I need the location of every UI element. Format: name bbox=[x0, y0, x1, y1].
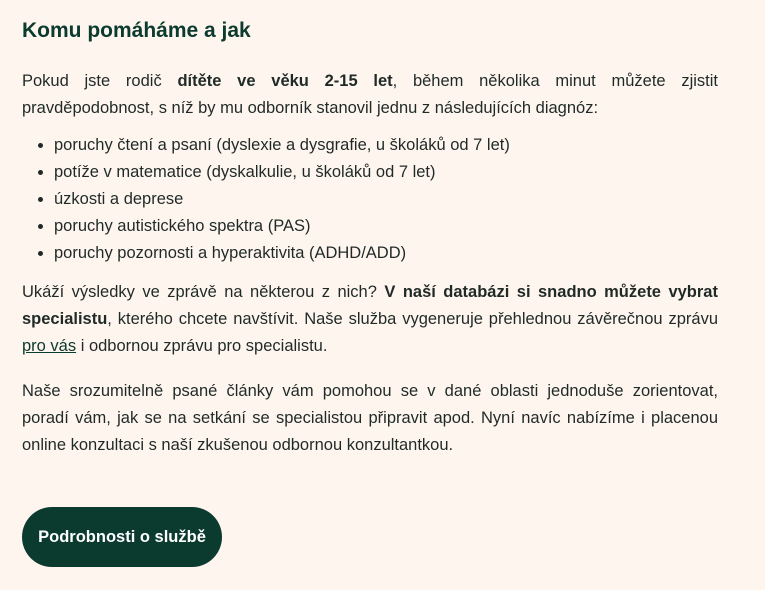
list-item: • poruchy čtení a psaní (dyslexie a dysgrafie, u školáků od 7 let) bbox=[54, 132, 718, 159]
intro-paragraph bbox=[22, 68, 718, 122]
intro-age-highlight: dítěte ve věku 2-15 let bbox=[177, 72, 393, 90]
results-text-end: i odbornou zprávu pro specialistu. bbox=[76, 337, 328, 355]
diagnosis-list bbox=[22, 132, 718, 267]
results-text-middle: , kterého chcete navštívit. Naše služba vygeneruje přehlednou závěrečnou zprávu bbox=[107, 310, 718, 328]
list-item: • úzkosti a deprese bbox=[54, 186, 718, 213]
articles-paragraph: Naše srozumitelně psané články vám pomohou se v dané oblasti jednoduše zorientovat, poradí vám, jak se na setkání se specialistou připravit apod. Nyní navíc nabízíme i placenou online konzultaci s naší zkušenou odbornou konzultantkou. bbox=[22, 382, 718, 454]
section-heading: Komu pomáháme a jak bbox=[22, 19, 251, 42]
intro-text-start: Pokud jste rodič bbox=[22, 72, 178, 90]
results-highlight: V naší databázi si snadno můžete vybrat specialistu bbox=[22, 283, 718, 328]
list-item: • poruchy pozornosti a hyperaktivita (ADHD/ADD) bbox=[54, 240, 718, 267]
intro-text-end: , během několika minut můžete zjistit pravděpodobnost, s níž by mu odborník stanovil jednu z následujících diagnóz: bbox=[22, 72, 718, 117]
results-text-start: Ukáží výsledky ve zprávě na některou z nich? bbox=[22, 283, 385, 301]
pro-vas-link[interactable]: pro vás bbox=[22, 337, 77, 355]
list-item: • potíže v matematice (dyskalkulie, u školáků od 7 let) bbox=[54, 159, 718, 186]
service-details-button[interactable]: Podrobnosti o službě bbox=[22, 507, 222, 567]
results-paragraph bbox=[22, 279, 718, 360]
list-item: • poruchy autistického spektra (PAS) bbox=[54, 213, 718, 240]
